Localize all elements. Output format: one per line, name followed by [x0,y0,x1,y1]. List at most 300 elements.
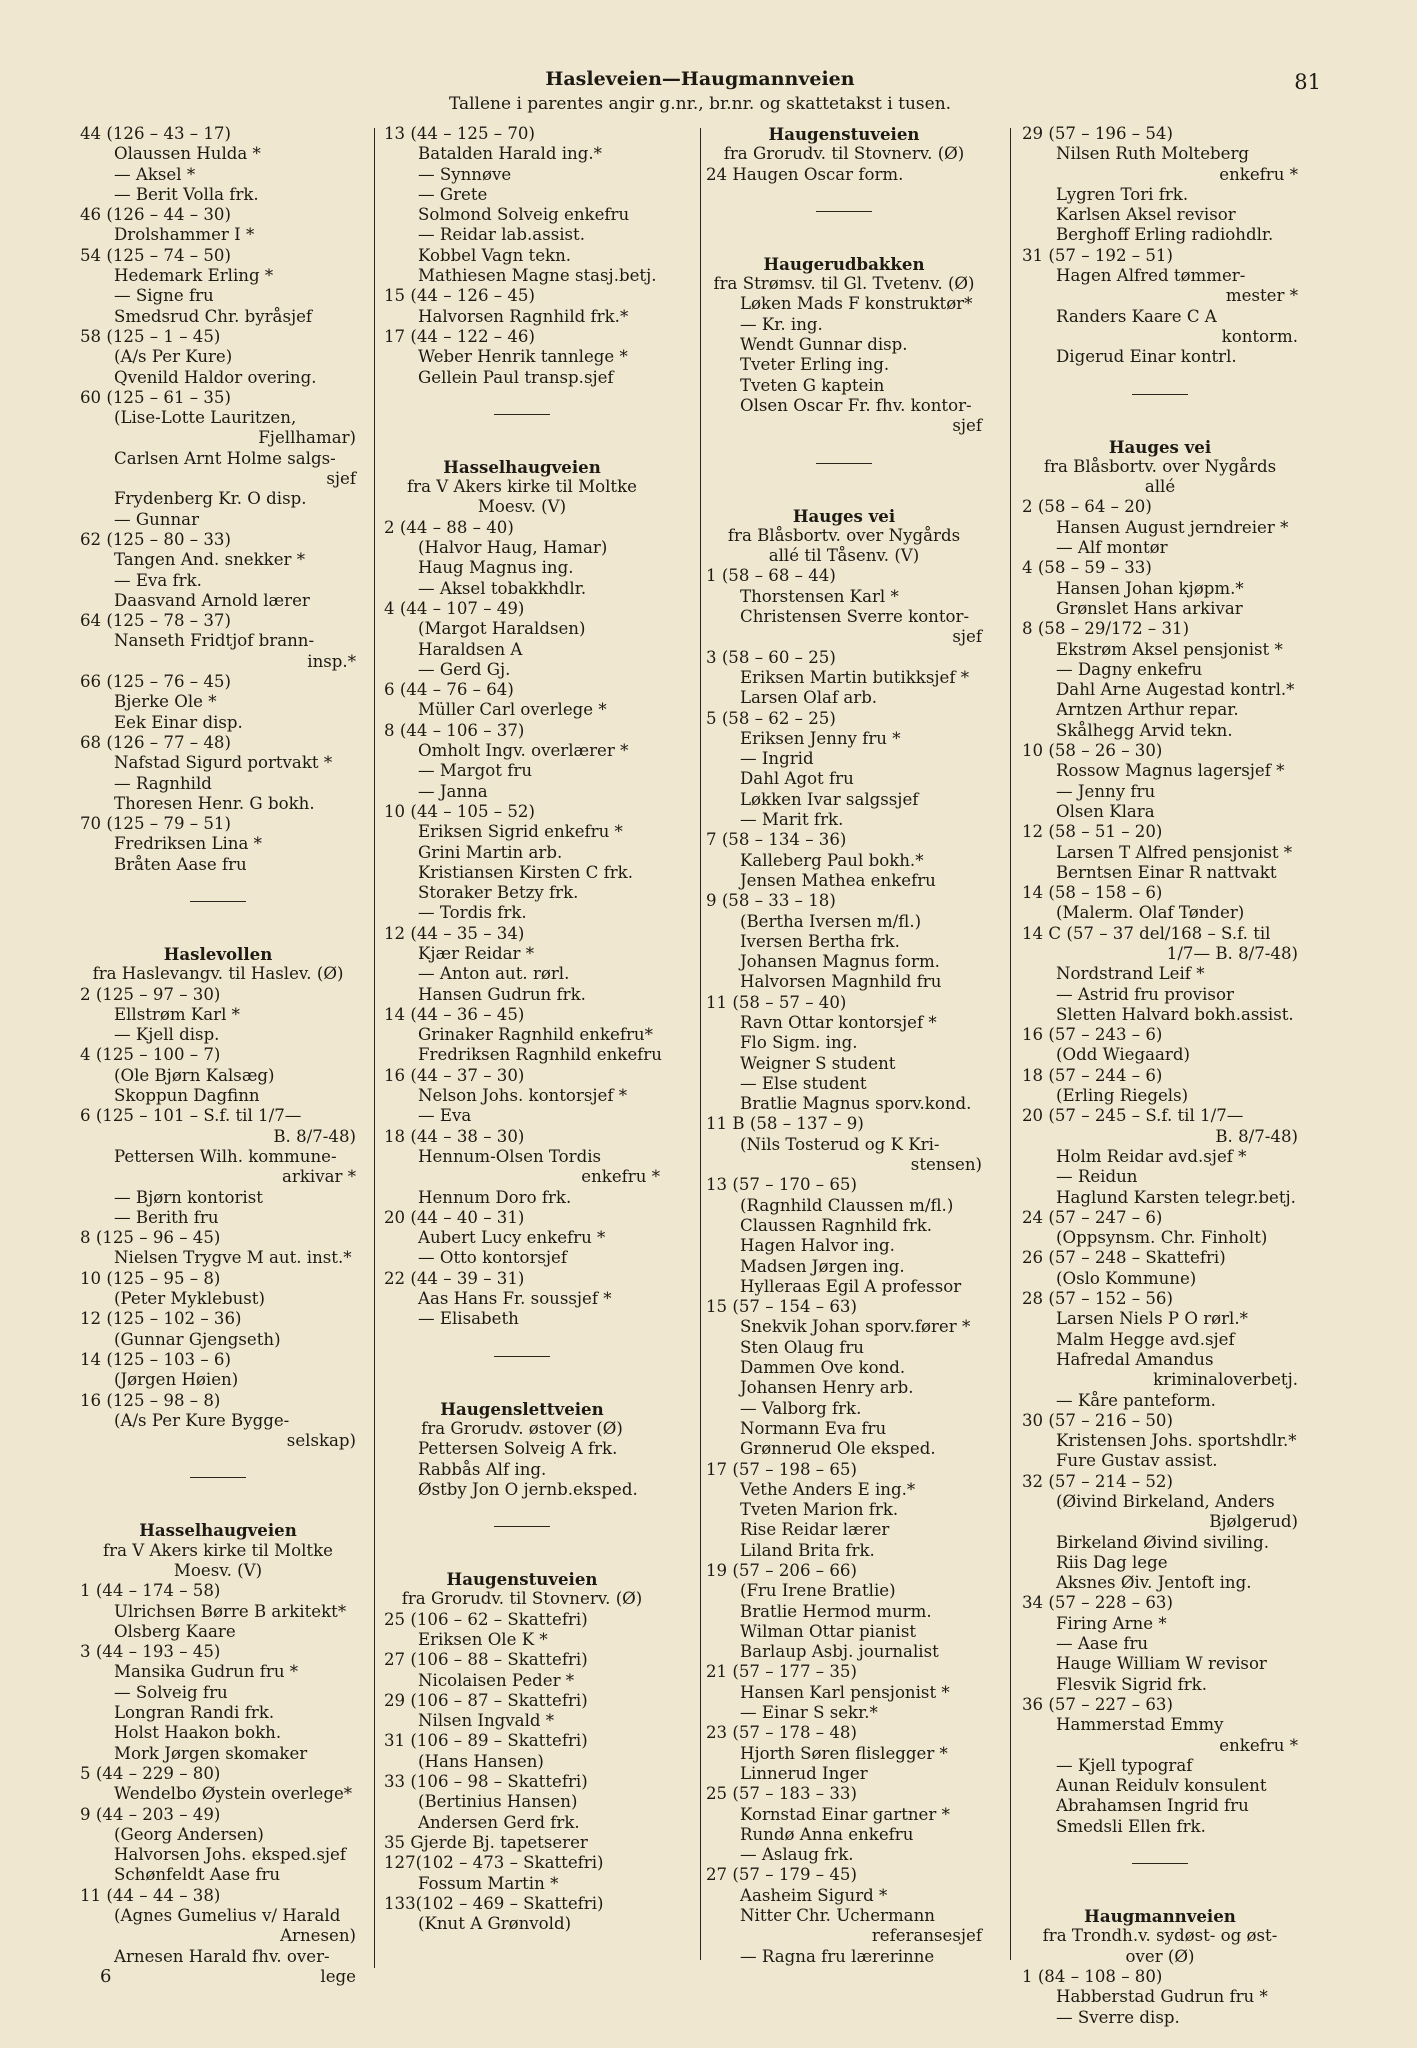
house-entry: 12 (125 – 102 – 36) [80,1309,242,1329]
resident-line: — Anton aut. rørl. [418,964,570,984]
house-entry: 26 (57 – 248 – Skattefri) [1022,1248,1226,1268]
resident-line: Holst Haakon bokh. [114,1723,282,1743]
house-entry: 16 (57 – 243 – 6) [1022,1025,1163,1045]
resident-line: — Aslaug frk. [740,1845,854,1865]
house-entry: 17 (44 – 122 – 46) [384,326,535,346]
resident-line: Vethe Anders E ing.* [740,1479,916,1499]
resident-line: — Einar S sekr.* [740,1703,878,1723]
house-entry: 33 (106 – 98 – Skattefri) [384,1772,588,1792]
signature-mark: 6 [100,1966,112,1987]
resident-line: Ravn Ottar kontorsjef * [740,1012,937,1032]
resident-line: (Gunnar Gjengseth) [114,1329,281,1349]
column-4 [1022,124,1298,2028]
resident-line: Hansen Gudrun frk. [418,984,586,1004]
resident-line: Berntsen Einar R nattvakt [1056,862,1277,882]
resident-line: Fredriksen Lina * [114,834,262,854]
resident-line: Rabbås Alf ing. [418,1459,547,1479]
resident-line: Tveten G kaptein [740,375,885,395]
resident-line: Tveten Marion frk. [740,1500,899,1520]
column-rule [700,128,701,1960]
house-entry: 68 (126 – 77 – 48) [80,732,231,752]
resident-line-continuation: selskap) [286,1431,356,1451]
house-entry: 4 (44 – 107 – 49) [384,598,525,618]
resident-line: Longran Randi frk. [114,1703,275,1723]
resident-line: Johansen Henry arb. [740,1378,914,1398]
resident-line: Smedsrud Chr. byråsjef [114,306,313,326]
resident-line-continuation: mester * [1225,286,1298,306]
resident-line: (Ragnhild Claussen m/fl.) [740,1195,954,1215]
resident-line: Randers Kaare C A [1056,306,1217,326]
house-entry: 10 (44 – 105 – 52) [384,801,535,821]
resident-line: Aas Hans Fr. soussjef * [418,1289,612,1309]
resident-line: Larsen T Alfred pensjonist * [1056,842,1293,862]
column-3 [706,124,982,1967]
street-description: allé til Tåsenv. (V) [768,546,920,566]
resident-line-continuation: kriminaloverbetj. [1153,1370,1298,1390]
resident-line: Tangen And. snekker * [114,550,306,570]
house-entry: 30 (57 – 216 – 50) [1022,1410,1173,1430]
house-entry: 10 (125 – 95 – 8) [80,1268,221,1288]
house-entry: 20 (57 – 245 – S.f. til 1/7— [1022,1106,1244,1126]
resident-line: — Kjell disp. [114,1025,220,1045]
resident-line: Barlaup Asbj. journalist [740,1642,939,1662]
resident-line: — Tordis frk. [418,903,527,923]
house-entry: 5 (58 – 62 – 25) [706,708,836,728]
house-entry: 46 (126 – 44 – 30) [80,205,231,225]
resident-line: — Eva [418,1106,472,1126]
resident-line: Daasvand Arnold lærer [114,590,310,610]
section-separator [494,414,550,415]
house-entry: 9 (58 – 33 – 18) [706,891,836,911]
house-entry: 27 (57 – 179 – 45) [706,1865,857,1885]
resident-line: Hansen Johan kjøpm.* [1056,578,1244,598]
house-entry: 14 (44 – 36 – 45) [384,1004,525,1024]
resident-line: Hauge William W revisor [1056,1654,1267,1674]
resident-line: Habberstad Gudrun fru * [1056,1987,1268,2007]
house-entry: 3 (58 – 60 – 25) [706,647,836,667]
resident-line: Nitter Chr. Uchermann [740,1906,935,1926]
house-entry: 14 (125 – 103 – 6) [80,1349,231,1369]
section-separator [190,901,246,902]
resident-line: Schønfeldt Aase fru [114,1865,281,1885]
resident-line: Nelson Johs. kontorsjef * [418,1086,628,1106]
resident-line: Haglund Karsten telegr.betj. [1056,1187,1296,1207]
resident-line: Carlsen Arnt Holme salgs- [114,448,336,468]
house-entry: 12 (58 – 51 – 20) [1022,822,1163,842]
resident-line: (Erling Riegels) [1056,1086,1189,1106]
house-entry: 60 (125 – 61 – 35) [80,387,231,407]
resident-line: Bråten Aase fru [114,854,247,874]
resident-line: — Reidun [1056,1167,1138,1187]
resident-line: Hansen August jerndreier * [1056,517,1289,537]
resident-line: Larsen Olaf arb. [740,688,878,708]
house-entry: 10 (58 – 26 – 30) [1022,741,1163,761]
resident-line: (Fru Irene Bratlie) [740,1581,896,1601]
house-entry: 29 (106 – 87 – Skattefri) [384,1690,588,1710]
resident-line: Bjerke Ole * [114,692,217,712]
house-entry: 22 (44 – 39 – 31) [384,1268,525,1288]
resident-line: Halvorsen Ragnhild frk.* [418,306,629,326]
resident-line: Malm Hegge avd.sjef [1056,1329,1235,1349]
resident-line: Liland Brita frk. [740,1540,875,1560]
house-entry: 5 (44 – 229 – 80) [80,1763,221,1783]
resident-line: Dahl Agot fru [740,769,854,789]
resident-line: Hylleraas Egil A professor [740,1276,962,1296]
resident-line-continuation: Bjølgerud) [1209,1512,1298,1532]
resident-line: Iversen Bertha frk. [740,931,900,951]
resident-line-continuation: referansesjef [871,1926,982,1946]
resident-line: Hennum Doro frk. [418,1187,572,1207]
resident-line: Larsen Niels P O rørl.* [1056,1309,1248,1329]
house-entry: 27 (106 – 88 – Skattefri) [384,1650,588,1670]
resident-line: Mork Jørgen skomaker [114,1743,308,1763]
resident-line: Rundø Anna enkefru [740,1824,914,1844]
resident-line: Grini Martin arb. [418,842,563,862]
resident-line: Hedemark Erling * [114,266,274,286]
resident-line: — Jenny fru [1056,781,1156,801]
house-entry: 19 (57 – 206 – 66) [706,1561,857,1580]
resident-line: Kobbel Vagn tekn. [418,245,572,265]
resident-line: — Dagny enkefru [1056,659,1203,679]
resident-line: — Ragna fru lærerinne [740,1946,935,1966]
resident-line-continuation: 1/7— B. 8/7-48) [1166,943,1298,963]
resident-line: Rise Reidar lærer [740,1520,890,1540]
house-entry: 11 (58 – 57 – 40) [706,992,847,1012]
resident-line: Gellein Paul transp.sjef [418,367,614,387]
street-description: fra Haslevangv. til Haslev. (Ø) [92,964,344,984]
column-rule [1010,128,1011,1960]
resident-line: — Solveig fru [114,1682,228,1702]
resident-line-continuation: Arnesen) [280,1926,356,1946]
house-entry: 18 (44 – 38 – 30) [384,1126,525,1146]
house-entry: 1 (44 – 174 – 58) [80,1581,221,1601]
resident-line: (Lise-Lotte Lauritzen, [114,408,297,428]
house-entry: 7 (58 – 134 – 36) [706,830,847,850]
resident-line: Aksnes Øiv. Jentoft ing. [1056,1573,1252,1593]
resident-line: (Oslo Kommune) [1056,1268,1197,1288]
house-entry: 127(102 – 473 – Skattefri) [384,1853,604,1873]
house-entry: 16 (125 – 98 – 8) [80,1390,221,1410]
resident-line: Nafstad Sigurd portvakt * [114,753,333,773]
resident-line: Rossow Magnus lagersjef * [1056,761,1285,781]
street-title: Hasselhaugveien [139,1520,297,1541]
resident-line: Thoresen Henr. G bokh. [114,793,315,813]
resident-line-continuation: insp.* [307,651,356,671]
resident-line: Tveter Erling ing. [740,355,890,375]
resident-line: Drolshammer I * [114,225,255,245]
street-title: Haugenslettveien [440,1398,604,1419]
house-entry: 11 (44 – 44 – 38) [80,1885,221,1905]
house-entry: 14 C (57 – 37 del/168 – S.f. til [1022,923,1271,943]
resident-line: Eriksen Sigrid enkefru * [418,822,623,842]
resident-line: Løkken Ivar salgssjef [740,789,919,809]
street-description: fra Blåsbortv. over Nygårds [1043,456,1277,476]
resident-line: Kalleberg Paul bokh.* [740,850,924,870]
resident-line-continuation: stensen) [910,1155,982,1175]
resident-line: Bratlie Hermod murm. [740,1601,932,1621]
resident-line: — Berit Volla frk. [114,184,259,204]
resident-line: Nordstrand Leif * [1056,964,1205,984]
resident-line: Eriksen Ole K * [418,1630,548,1649]
section-separator [494,1526,550,1527]
resident-line: Müller Carl overlege * [418,700,607,720]
street-description: allé [1144,477,1176,497]
house-entry: 4 (58 – 59 – 33) [1022,558,1152,578]
resident-line: (Agnes Gumelius v/ Harald [114,1906,341,1926]
resident-line: Dammen Ove kond. [740,1358,906,1378]
section-separator [1132,1863,1188,1864]
resident-line: — Bjørn kontorist [114,1187,263,1207]
resident-line: (Hans Hansen) [418,1751,544,1771]
resident-line: Karlsen Aksel revisor [1056,205,1236,225]
resident-line: Hansen Karl pensjonist * [740,1682,950,1702]
resident-line: Omholt Ingv. overlærer * [418,741,629,761]
resident-line: (Nils Tosterud og K Kri- [740,1134,940,1154]
section-separator [190,1477,246,1478]
house-entry: 70 (125 – 79 – 51) [80,814,231,834]
resident-line: Normann Eva fru [740,1418,887,1438]
resident-line: Fure Gustav assist. [1056,1451,1218,1471]
resident-line: Linnerud Inger [740,1763,868,1783]
house-entry: 6 (125 – 101 – S.f. til 1/7— [80,1106,302,1126]
resident-line: — Reidar lab.assist. [418,225,585,245]
resident-line: — Valborg frk. [740,1398,862,1418]
house-entry: 17 (57 – 198 – 65) [706,1459,857,1479]
house-entry: 66 (125 – 76 – 45) [80,672,231,692]
resident-line: Arnesen Harald fhv. over- [114,1946,330,1966]
resident-line: Solmond Solveig enkefru [418,205,630,225]
house-entry: 34 (57 – 228 – 63) [1022,1593,1173,1613]
resident-line: Grønnerud Ole eksped. [740,1439,936,1459]
house-entry: 4 (125 – 100 – 7) [80,1045,221,1065]
resident-line: Hagen Alfred tømmer- [1056,266,1246,286]
resident-line: (Peter Myklebust) [114,1289,265,1309]
resident-line: Firing Arne * [1056,1613,1167,1633]
house-entry: 16 (44 – 37 – 30) [384,1065,525,1085]
house-entry: 24 Haugen Oscar form. [706,164,904,184]
resident-line: — Janna [418,781,488,801]
resident-line: Snekvik Johan sporv.fører * [740,1317,971,1337]
resident-line: Kornstad Einar gartner * [740,1804,950,1824]
house-entry: 35 Gjerde Bj. tapetserer [384,1832,588,1852]
resident-line: — Signe fru [114,286,214,306]
resident-line: Thorstensen Karl * [740,586,899,606]
column-1 [80,124,356,1987]
resident-line-continuation: B. 8/7-48) [1215,1126,1298,1146]
resident-line: — Berith fru [114,1207,219,1227]
resident-line: Storaker Betzy frk. [418,883,579,903]
street-title: Haslevollen [163,943,273,964]
resident-line: (Bertinius Hansen) [418,1792,578,1812]
resident-line: Sletten Halvard bokh.assist. [1056,1004,1294,1024]
resident-line: — Aksel * [114,164,196,184]
house-entry: 1 (84 – 108 – 80) [1022,1966,1163,1986]
resident-line: Olsen Oscar Fr. fhv. kontor- [740,395,972,415]
resident-line: Hjorth Søren flislegger * [740,1743,948,1763]
street-title: Haugmannveien [1084,1906,1236,1927]
resident-line: Bratlie Magnus sporv.kond. [740,1094,972,1114]
resident-line: Batalden Harald ing.* [418,144,602,164]
house-entry: 25 (57 – 183 – 33) [706,1784,857,1804]
street-title: Haugenstuveien [446,1569,598,1590]
resident-line: Madsen Jørgen ing. [740,1256,905,1276]
street-description: fra Grorudv. til Stovnerv. (Ø) [401,1589,643,1609]
house-entry: 25 (106 – 62 – Skattefri) [384,1609,588,1629]
section-separator [816,211,872,212]
section-separator [816,463,872,464]
house-entry: 12 (44 – 35 – 34) [384,923,525,943]
resident-line: — Margot fru [418,761,533,781]
resident-line: Nielsen Trygve M aut. inst.* [114,1248,352,1268]
resident-line: Ekstrøm Aksel pensjonist * [1056,639,1283,659]
street-description: fra V Akers kirke til Moltke [103,1540,333,1560]
resident-line: Fossum Martin * [418,1873,559,1893]
resident-line: Olsberg Kaare [114,1621,236,1641]
resident-line: Hafredal Amandus [1056,1349,1214,1369]
house-entry: 21 (57 – 177 – 35) [706,1662,857,1682]
street-description: fra Trondh.v. sydøst- og øst- [1042,1926,1278,1946]
resident-line-continuation: arkivar * [282,1167,356,1187]
street-title: Haugerudbakken [763,253,925,274]
resident-line: — Eva frk. [114,570,202,590]
resident-line: Nanseth Fridtjof brann- [114,631,315,651]
resident-line: — Elisabeth [418,1309,519,1329]
street-description: fra Blåsbortv. over Nygårds [727,525,961,545]
resident-line: Olsen Klara [1056,801,1155,821]
street-description: over (Ø) [1125,1946,1195,1966]
resident-line: — Alf montør [1056,538,1168,558]
resident-line: Aubert Lucy enkefru * [418,1228,606,1248]
resident-line-continuation: enkefru * [1219,1735,1298,1755]
resident-line: — Ragnhild [114,773,212,793]
resident-line: Frydenberg Kr. O disp. [114,489,307,509]
resident-line-continuation: B. 8/7-48) [273,1126,356,1146]
resident-line: — Marit frk. [740,810,844,830]
street-title: Hasselhaugveien [443,456,601,477]
resident-line: Weigner S student [740,1053,896,1073]
house-entry: 31 (57 – 192 – 51) [1022,245,1173,265]
house-entry: 24 (57 – 247 – 6) [1022,1207,1163,1227]
column-2 [384,124,660,1934]
house-entry: 2 (58 – 64 – 20) [1022,497,1152,517]
resident-line-continuation: enkefru * [1219,164,1298,184]
resident-line: Kjær Reidar * [418,943,534,963]
resident-line: — Else student [740,1073,867,1093]
resident-line: — Gerd Gj. [418,659,511,679]
resident-line: Hammerstad Emmy [1056,1715,1224,1735]
resident-line: — Aase fru [1056,1634,1149,1654]
resident-line: (Halvor Haug, Hamar) [418,538,608,558]
resident-line: — Aksel tobakkhdlr. [418,578,587,598]
resident-line: Mathiesen Magne stasj.betj. [418,266,657,286]
house-entry: 54 (125 – 74 – 50) [80,245,231,265]
resident-line: Dahl Arne Augestad kontrl.* [1056,680,1295,700]
resident-line: Hennum-Olsen Tordis [418,1146,602,1166]
resident-line: Claussen Ragnhild frk. [740,1215,933,1235]
resident-line: Holm Reidar avd.sjef * [1056,1146,1247,1166]
house-entry: 11 B (58 – 137 – 9) [706,1114,864,1134]
resident-line: Birkeland Øivind siviling. [1056,1532,1269,1552]
street-description: fra V Akers kirke til Moltke [407,477,637,497]
resident-line: Eriksen Jenny fru * [740,728,901,748]
house-entry: 23 (57 – 178 – 48) [706,1723,857,1743]
house-entry: 2 (44 – 88 – 40) [384,517,514,537]
resident-line: (Knut A Grønvold) [418,1914,572,1934]
house-entry: 20 (44 – 40 – 31) [384,1207,525,1227]
resident-line: Digerud Einar kontrl. [1056,347,1237,367]
resident-line: Sten Olaug fru [740,1337,864,1357]
house-entry: 29 (57 – 196 – 54) [1022,124,1173,143]
resident-line: — Kr. ing. [740,314,823,334]
house-entry: 58 (125 – 1 – 45) [80,326,221,346]
resident-line: (Ole Bjørn Kalsæg) [114,1065,275,1085]
resident-line: Pettersen Wilh. kommune- [114,1146,337,1166]
resident-line: (Margot Haraldsen) [418,619,586,639]
column-rule [374,128,375,1968]
resident-line-continuation: enkefru * [581,1167,660,1187]
resident-line: (Øivind Birkeland, Anders [1056,1492,1275,1511]
house-entry: 18 (57 – 244 – 6) [1022,1065,1163,1085]
house-entry: 32 (57 – 214 – 52) [1022,1471,1173,1491]
house-entry: 13 (44 – 125 – 70) [384,124,535,143]
resident-line: Wilman Ottar pianist [740,1621,917,1641]
resident-line: (A/s Per Kure) [114,347,233,367]
street-description: fra Grorudv. østover (Ø) [421,1418,623,1438]
resident-line-continuation: sjef [952,416,982,436]
resident-line: Olaussen Hulda * [114,144,261,164]
resident-line: — Kåre panteform. [1056,1390,1216,1410]
street-description: Moesv. (V) [477,497,567,517]
page-number: 81 [1294,70,1321,94]
house-entry: 8 (125 – 96 – 45) [80,1228,221,1248]
street-description: fra Grorudv. til Stovnerv. (Ø) [723,144,965,164]
resident-line: — Kjell typograf [1056,1755,1193,1775]
resident-line: (Jørgen Høien) [114,1370,239,1390]
resident-line: Wendt Gunnar disp. [740,335,908,355]
house-entry: 2 (125 – 97 – 30) [80,984,221,1004]
house-entry: 62 (125 – 80 – 33) [80,529,231,549]
resident-line: Østby Jon O jernb.eksped. [418,1479,638,1499]
house-entry: 14 (58 – 158 – 6) [1022,883,1163,903]
resident-line: — Gunnar [114,509,200,529]
resident-line: Haraldsen A [418,639,523,659]
resident-line: Aunan Reidulv konsulent [1056,1776,1267,1796]
street-description: Moesv. (V) [173,1561,263,1580]
resident-line: Kristiansen Kirsten C frk. [418,862,633,882]
resident-line: Flo Sigm. ing. [740,1033,858,1053]
resident-line: Ulrichsen Børre B arkitekt* [114,1601,347,1621]
house-entry: 13 (57 – 170 – 65) [706,1175,857,1195]
resident-line-continuation: sjef [326,469,356,489]
resident-line: Smedsli Ellen frk. [1056,1816,1206,1836]
resident-line: — Synnøve [418,164,512,184]
resident-line-continuation: lege [320,1966,356,1986]
house-entry: 133(102 – 469 – Skattefri) [384,1893,604,1913]
resident-line-continuation: sjef [952,627,982,647]
subhead: Tallene i parentes angir g.nr., br.nr. og skattetakst i tusen. [448,94,952,114]
resident-line: Flesvik Sigrid frk. [1056,1674,1208,1694]
resident-line: Riis Dag lege [1056,1552,1168,1572]
running-head: Hasleveien—Haugmannveien [545,68,855,90]
section-separator [494,1356,550,1357]
street-description: fra Strømsv. til Gl. Tvetenv. (Ø) [713,274,975,294]
resident-line: Eek Einar disp. [114,712,243,732]
resident-line: Nilsen Ruth Molteberg [1056,144,1250,164]
resident-line: (Malerm. Olaf Tønder) [1056,903,1245,923]
resident-line: Lygren Tori frk. [1056,184,1189,204]
house-entry: 8 (44 – 106 – 37) [384,720,525,740]
house-entry: 44 (126 – 43 – 17) [80,124,231,143]
